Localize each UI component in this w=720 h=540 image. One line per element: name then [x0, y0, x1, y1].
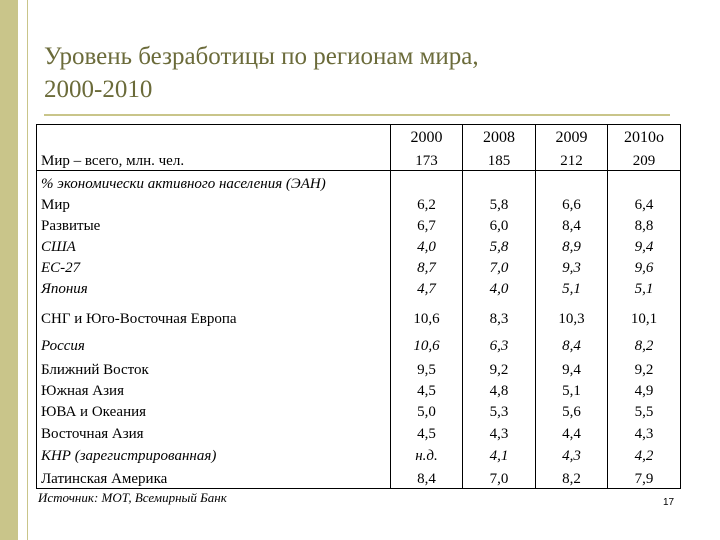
table-row: [37, 235, 681, 256]
cell-value: 4,3: [536, 443, 608, 465]
title-line-1: Уровень безработицы по регионам мира,: [44, 43, 479, 70]
cell-value: 4,5: [391, 379, 463, 400]
table-row: [37, 400, 681, 421]
cell-value: 185: [463, 147, 536, 171]
cell-value: 8,4: [536, 214, 608, 235]
row-label: США: [41, 238, 76, 255]
cell-value: 5,1: [608, 277, 681, 298]
cell-value: 9,2: [608, 355, 681, 379]
row-label: Развитые: [41, 217, 101, 234]
cell-value: 5,6: [536, 400, 608, 421]
row-label: Южная Азия: [41, 382, 124, 399]
cell-value: 9,4: [608, 235, 681, 256]
table-row: [37, 256, 681, 277]
table-row: [37, 277, 681, 298]
source-note: Источник: МОТ, Всемирный Банк: [38, 490, 227, 505]
cell-value: 4,7: [391, 277, 463, 298]
cell-value: 8,4: [391, 465, 463, 489]
row-label: ЕС-27: [41, 259, 81, 276]
row-label: Ближний Восток: [41, 361, 149, 378]
row-label: Япония: [41, 280, 88, 297]
cell-value: н.д.: [391, 443, 463, 465]
cell-value: 4,3: [463, 421, 536, 443]
cell-value: 10,1: [608, 298, 681, 328]
table-row: [37, 443, 681, 465]
row-label: Россия: [41, 337, 85, 354]
title-underline: [44, 114, 670, 116]
table-row: [37, 355, 681, 379]
cell-value: 5,1: [536, 277, 608, 298]
cell-value: 9,2: [463, 355, 536, 379]
cell-value: 4,5: [391, 421, 463, 443]
table-row: [37, 328, 681, 355]
cell-value: 8,8: [608, 214, 681, 235]
cell-value: 4,9: [608, 379, 681, 400]
cell-value: 10,6: [391, 298, 463, 328]
cell-value: 8,4: [536, 328, 608, 355]
cell-value: 8,2: [536, 465, 608, 489]
table-row: [37, 421, 681, 443]
cell-value: 8,2: [608, 328, 681, 355]
table-row: [37, 465, 681, 489]
row-label: КНР (зарегистрированная): [41, 447, 217, 464]
table-row: [37, 379, 681, 400]
cell-value: 7,0: [463, 465, 536, 489]
row-label: Мир – всего, млн. чел.: [41, 153, 185, 169]
page-number: 17: [663, 497, 675, 508]
cell-value: 5,1: [536, 379, 608, 400]
header-empty-cell: [37, 125, 391, 147]
cell-value: 212: [536, 147, 608, 171]
cell-value: 5,3: [463, 400, 536, 421]
cell-value: 9,3: [536, 256, 608, 277]
row-label: Восточная Азия: [41, 425, 144, 442]
row-label: Мир: [41, 196, 70, 213]
cell-value: 6,6: [536, 193, 608, 214]
cell-value: 5,8: [463, 193, 536, 214]
cell-value: 5,5: [608, 400, 681, 421]
year-header: 2009: [536, 125, 608, 147]
row-label: ЮВА и Океания: [41, 403, 147, 420]
cell-value: 5,0: [391, 400, 463, 421]
table-row: [37, 214, 681, 235]
cell-value: 9,6: [608, 256, 681, 277]
cell-value: 6,0: [463, 214, 536, 235]
cell-value: 4,3: [608, 421, 681, 443]
left-accent-bar: [0, 0, 18, 540]
unemployment-table: [36, 124, 681, 489]
cell-value: 10,6: [391, 328, 463, 355]
header-row: [37, 125, 681, 147]
cell-value: 9,4: [536, 355, 608, 379]
cell-value: 6,4: [608, 193, 681, 214]
cell-value: 8,9: [536, 235, 608, 256]
cell-value: 7,9: [608, 465, 681, 489]
table-row: [37, 298, 681, 328]
section-row: [37, 171, 681, 193]
cell-value: 6,7: [391, 214, 463, 235]
year-header: 2010o: [608, 125, 681, 147]
cell-value: 6,2: [391, 193, 463, 214]
cell-value: 6,3: [463, 328, 536, 355]
slide-title: [44, 40, 684, 106]
cell-value: 4,0: [391, 235, 463, 256]
cell-value: 4,4: [536, 421, 608, 443]
cell-value: 4,1: [463, 443, 536, 465]
cell-value: 10,3: [536, 298, 608, 328]
left-accent-line: [27, 0, 28, 540]
year-header: 2000: [391, 125, 463, 147]
total-row: [37, 147, 681, 171]
cell-value: 4,2: [608, 443, 681, 465]
table-row: [37, 193, 681, 214]
section-label: % экономически активного населения (ЭАН): [37, 171, 391, 193]
cell-value: 7,0: [463, 256, 536, 277]
cell-value: 8,3: [463, 298, 536, 328]
cell-value: 5,8: [463, 235, 536, 256]
cell-value: 4,8: [463, 379, 536, 400]
cell-value: 9,5: [391, 355, 463, 379]
cell-value: 209: [608, 147, 681, 171]
cell-value: 4,0: [463, 277, 536, 298]
row-label: СНГ и Юго-Восточная Европа: [41, 310, 237, 327]
year-header: 2008: [463, 125, 536, 147]
title-line-2: 2000-2010: [44, 76, 153, 103]
row-label: Латинская Америка: [41, 471, 168, 487]
cell-value: 8,7: [391, 256, 463, 277]
cell-value: 173: [391, 147, 463, 171]
